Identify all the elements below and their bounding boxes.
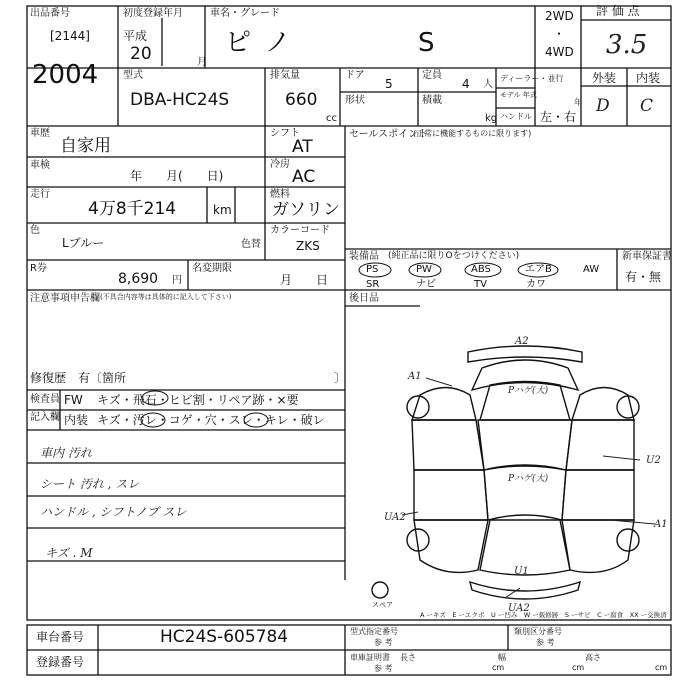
displacement-label: 排気量: [270, 70, 300, 81]
yen-unit: 円: [172, 275, 182, 286]
color-code-label: カラーコード: [270, 225, 330, 236]
year-suffix: 年: [574, 98, 582, 107]
equip-sr: SR: [366, 279, 380, 290]
displacement: 660: [285, 90, 318, 110]
first-registration-label: 初度登録年月: [123, 8, 183, 19]
inspection-date: 年 月( 日): [130, 169, 224, 183]
recolor-label: 色替: [241, 239, 261, 250]
chassis-number: HC24S-605784: [160, 627, 289, 647]
grade: S: [418, 28, 435, 58]
door-label: ドア: [345, 70, 365, 81]
lot-number-big: 2004: [32, 60, 99, 90]
dealer-label: ディーラー・並行: [500, 74, 564, 83]
repair-history-close: 〕: [334, 371, 347, 385]
notes-hint: (不具合内容等は具体的に記入して下さい): [100, 293, 232, 301]
ac: AC: [292, 167, 316, 187]
era: 平成: [123, 29, 148, 43]
ref-label: 参 考: [374, 664, 393, 673]
shape-label: 形状: [345, 95, 365, 106]
person-unit: 人: [483, 79, 493, 90]
damage-mark: Pハゲ(大): [508, 386, 549, 396]
interior-check-items: キズ・汚レ・コゲ・穴・スレ・キレ・破レ: [97, 413, 325, 427]
cm-unit: cm: [492, 663, 505, 672]
damage-legend: A ーキズ E ーエクボ U ー凹み W ー鈑修跡 S ーサビ C ー腐食 XX ー交換済: [420, 611, 667, 619]
usage: 自家用: [60, 136, 111, 156]
handwritten-note: キズ . M: [45, 546, 93, 560]
model-label: 型式: [123, 70, 143, 81]
load-label: 積載: [422, 95, 442, 106]
equip-aw: AW: [583, 264, 600, 275]
handwritten-note: 車内 汚れ: [40, 446, 92, 460]
registration-year: 20: [130, 44, 152, 64]
name-change: 月 日: [280, 273, 329, 287]
cm-unit: cm: [655, 663, 668, 672]
score: 3.5: [606, 30, 648, 60]
cc-unit: cc: [326, 113, 337, 124]
damage-mark: U2: [646, 455, 661, 466]
equipment-note: (純正品に限りOをつけください): [388, 251, 520, 261]
registration-label: 登録番号: [36, 655, 85, 669]
fuel-label: 燃料: [270, 189, 290, 200]
km-unit: km: [213, 203, 232, 217]
width-label: 幅: [498, 653, 506, 662]
equip-leather: カワ: [526, 279, 546, 290]
recycle-label: R券: [30, 263, 47, 274]
shift-label: シフト: [270, 128, 300, 139]
interior-check-label: 内装: [64, 413, 89, 427]
notes-label: 注意事項申告欄: [30, 293, 100, 304]
exterior-grade: D: [596, 96, 610, 116]
ref-label: 参 考: [374, 638, 393, 647]
drive-4wd: 4WD: [545, 45, 574, 59]
kg-unit: kg: [485, 113, 498, 124]
repair-history: 修復歴 有〔箇所: [30, 371, 127, 385]
handle-label: ハンドル: [500, 112, 532, 121]
month-suffix: 月: [197, 57, 207, 68]
usage-label: 車歴: [30, 128, 50, 139]
height-label: 高さ: [585, 653, 601, 662]
inspector-label-2: 記入欄: [30, 412, 60, 423]
doors: 5: [385, 77, 393, 91]
damage-mark: Pハゲ(大): [508, 474, 549, 484]
spare-label: スペア: [372, 601, 393, 609]
warranty-label: 新車保証書: [622, 251, 672, 262]
lot-number: [2144]: [50, 29, 90, 43]
cm-unit: cm: [572, 663, 585, 672]
ref-label: 参 考: [536, 638, 555, 647]
damage-mark: A1: [408, 371, 422, 382]
name-change-label: 名変期限: [192, 263, 232, 274]
color-code: ZKS: [296, 239, 320, 253]
damage-mark: UA2: [384, 512, 406, 523]
inspection-label: 車検: [30, 160, 50, 171]
equip-airbag: エアB: [525, 264, 552, 275]
equipment-label: 装備品: [349, 251, 379, 262]
interior-grade: C: [640, 96, 654, 116]
sales-points-note: (正常に機能するものに限ります): [413, 129, 532, 138]
drive-2wd: 2WD: [545, 9, 574, 23]
type-designation-label: 型式指定番号: [350, 627, 398, 636]
equip-pw: PW: [416, 264, 432, 275]
lot-number-label: 出品番号: [30, 8, 70, 19]
fw-items: キズ・飛石・ヒビ割・リペア跡・×要: [97, 393, 299, 407]
drive-dot: ・: [553, 27, 566, 41]
damage-mark: U1: [514, 566, 529, 577]
damage-mark: UA2: [508, 603, 530, 614]
damage-mark: A2: [515, 336, 529, 347]
mileage: 4万8千214: [88, 199, 177, 219]
garage-cert-label: 車庫証明書: [350, 653, 390, 662]
equip-tv: TV: [474, 279, 487, 290]
equip-navi: ナビ: [416, 279, 436, 290]
fuel: ガソリン: [272, 200, 340, 220]
length-label: 長さ: [400, 653, 416, 662]
equip-ps: PS: [366, 264, 379, 275]
model: DBA-HC24S: [130, 90, 230, 110]
inspector-label-1: 検査員: [30, 394, 60, 405]
car-name-label: 車名・グレード: [210, 8, 280, 19]
capacity: 4: [462, 77, 470, 91]
category-label: 類別区分番号: [514, 627, 562, 636]
warranty: 有・無: [625, 270, 662, 284]
sales-points-label: セールスポイント: [349, 129, 429, 140]
chassis-label: 車台番号: [36, 630, 85, 644]
interior-label: 内装: [636, 71, 661, 85]
color-label: 色: [30, 225, 40, 236]
ac-label: 冷房: [270, 159, 290, 170]
car-name: ピノ: [225, 28, 305, 58]
capacity-label: 定員: [422, 70, 442, 81]
exterior-label: 外装: [592, 71, 617, 85]
model-year-label: モデル 年式: [500, 91, 537, 99]
score-label: 評 価 点: [596, 4, 640, 18]
handle: 左・右: [540, 110, 577, 124]
mileage-label: 走行: [30, 189, 50, 200]
handwritten-note: シート 汚れ , スレ: [40, 477, 140, 491]
rear-items-label: 後日品: [349, 293, 379, 304]
equip-abs: ABS: [471, 264, 491, 275]
fw-label: FW: [64, 393, 83, 407]
shift: AT: [292, 137, 313, 157]
handwritten-note: ハンドル , シフトノブ スレ: [40, 505, 187, 519]
recycle-fee: 8,690: [118, 271, 159, 287]
damage-mark: A1: [654, 519, 668, 530]
car-diagram: [372, 346, 639, 599]
color: Lブルー: [62, 236, 105, 250]
